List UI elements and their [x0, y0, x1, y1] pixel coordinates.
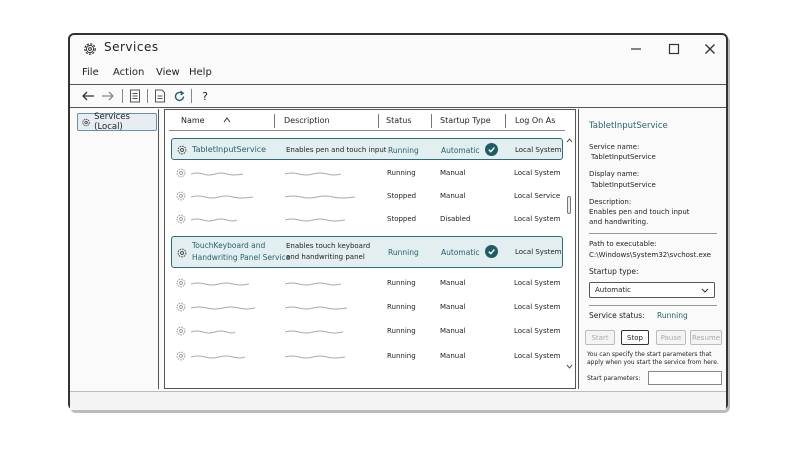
details-pane — [578, 109, 726, 389]
startup-type-label: Startup type: — [589, 267, 639, 276]
minimize-icon — [630, 43, 642, 55]
column-header-status[interactable]: Status — [386, 116, 412, 125]
gear-icon — [175, 325, 187, 337]
gear-icon — [82, 41, 98, 57]
gear-icon — [176, 247, 188, 259]
service-status: Running — [387, 327, 416, 335]
column-separator — [505, 114, 506, 128]
properties-button[interactable] — [127, 88, 143, 104]
service-status: Stopped — [387, 192, 417, 200]
description-label: Description: — [589, 198, 632, 206]
service-status: Running — [387, 352, 416, 360]
back-button[interactable] — [80, 88, 96, 104]
placeholder-name — [191, 306, 255, 310]
start-parameters-input[interactable] — [648, 371, 722, 385]
menu-view[interactable]: View — [156, 67, 180, 78]
refresh-icon — [173, 90, 186, 103]
table-row[interactable] — [171, 296, 563, 318]
gear-icon — [175, 213, 187, 225]
service-log-on-as: Local System — [514, 169, 561, 177]
description-line1: Enables pen and touch input — [589, 208, 690, 216]
scope-label: Services (Local) — [94, 112, 130, 132]
help-button[interactable]: ? — [202, 89, 208, 103]
start-parameters-label: Start parameters: — [587, 375, 641, 382]
details-divider — [589, 305, 717, 306]
back-arrow-icon — [81, 90, 95, 102]
menu-file[interactable]: File — [82, 67, 99, 78]
service-log-on-as: Local System — [514, 327, 561, 335]
pause-button[interactable]: Pause — [656, 330, 686, 345]
table-row[interactable] — [171, 320, 563, 342]
minimize-button[interactable] — [626, 39, 646, 59]
placeholder-name — [191, 218, 237, 222]
status-bar — [70, 392, 726, 410]
forward-arrow-icon — [101, 90, 115, 102]
service-status: Running — [387, 169, 416, 177]
service-startup-type: Manual — [440, 169, 466, 177]
column-separator — [431, 114, 432, 128]
placeholder-description — [285, 172, 341, 176]
table-row[interactable] — [171, 208, 563, 230]
scrollbar-thumb[interactable] — [567, 196, 571, 214]
header-divider — [169, 130, 565, 131]
service-status: Running — [387, 303, 416, 311]
placeholder-description — [285, 306, 347, 310]
toolbar-separator — [191, 89, 192, 103]
service-status-label: Service status: — [589, 311, 645, 320]
checkmark-icon — [485, 143, 498, 156]
service-log-on-as: Local System — [514, 303, 561, 311]
window-title: Services — [104, 40, 159, 54]
column-header-log-on-as[interactable]: Log On As — [515, 116, 556, 125]
column-separator — [378, 114, 379, 128]
placeholder-description — [285, 355, 345, 359]
service-name-line2: Handwriting Panel Service — [192, 253, 291, 262]
service-log-on-as: Local System — [515, 146, 562, 154]
description-line2: and handwriting. — [589, 218, 649, 226]
service-startup-type: Manual — [440, 352, 466, 360]
startup-type-value: Automatic — [595, 286, 631, 294]
toolbar-divider — [70, 107, 726, 108]
path-label: Path to executable: — [589, 240, 657, 248]
service-startup-type: Disabled — [440, 215, 471, 223]
service-startup-type: Manual — [440, 279, 466, 287]
vertical-scrollbar[interactable] — [565, 138, 573, 370]
placeholder-description — [285, 330, 343, 334]
gear-icon — [175, 167, 187, 179]
refresh-button[interactable] — [171, 88, 187, 104]
resume-button[interactable]: Resume — [690, 330, 722, 345]
service-status: Stopped — [387, 215, 417, 223]
menu-action[interactable]: Action — [113, 67, 145, 78]
export-list-icon — [154, 89, 166, 103]
scroll-up-icon — [566, 138, 573, 143]
service-status: Running — [387, 279, 416, 287]
service-description-line1: Enables touch keyboard — [286, 242, 371, 250]
toolbar-separator — [122, 89, 123, 103]
placeholder-name — [191, 195, 253, 199]
table-row[interactable] — [171, 345, 563, 367]
start-button[interactable]: Start — [585, 330, 615, 345]
close-icon — [704, 43, 716, 55]
startup-type-select[interactable] — [589, 282, 715, 298]
service-name-line1: TouchKeyboard and — [192, 241, 266, 250]
service-startup-type: Automatic — [441, 146, 480, 155]
services-window — [68, 33, 728, 410]
gear-icon — [81, 117, 91, 128]
placeholder-name — [191, 282, 249, 286]
service-log-on-as: Local System — [514, 352, 561, 360]
table-row[interactable] — [171, 138, 563, 160]
stop-button[interactable]: Stop — [621, 330, 649, 345]
export-button[interactable] — [152, 88, 168, 104]
column-header-description[interactable]: Description — [284, 116, 330, 125]
table-row[interactable] — [171, 272, 563, 294]
placeholder-description — [285, 282, 341, 286]
table-row[interactable] — [171, 236, 563, 268]
service-log-on-as: Local System — [514, 279, 561, 287]
maximize-button[interactable] — [664, 39, 684, 59]
menu-help[interactable]: Help — [189, 67, 212, 78]
forward-button[interactable] — [100, 88, 116, 104]
title-bar — [70, 35, 726, 63]
service-log-on-as: Local System — [514, 215, 561, 223]
scroll-down-icon — [566, 364, 573, 369]
document-icon — [129, 89, 141, 103]
gear-icon — [175, 350, 187, 362]
toolbar — [70, 85, 726, 107]
column-separator — [274, 114, 275, 128]
placeholder-name — [191, 355, 245, 359]
scope-services-local[interactable] — [77, 113, 157, 131]
close-button[interactable] — [700, 39, 720, 59]
service-status: Running — [388, 248, 419, 257]
gear-icon — [175, 190, 187, 202]
service-startup-type: Manual — [440, 303, 466, 311]
service-description-line2: and handwriting panel — [286, 253, 365, 261]
toolbar-separator — [147, 89, 148, 103]
service-status-value: Running — [657, 311, 688, 320]
hint-line2: apply when you start the service from here. — [587, 359, 719, 366]
service-name-value: TabletInputService — [591, 153, 656, 161]
gear-icon — [175, 301, 187, 313]
placeholder-description — [285, 195, 355, 199]
menu-bar — [70, 65, 726, 83]
hint-line1: You can specify the start parameters that — [587, 351, 712, 358]
placeholder-name — [191, 330, 235, 334]
table-row[interactable] — [171, 185, 563, 207]
column-header-name[interactable]: Name — [181, 116, 205, 125]
services-list — [164, 109, 576, 389]
table-row[interactable] — [171, 162, 563, 184]
service-log-on-as: Local System — [515, 248, 562, 256]
service-log-on-as: Local Service — [514, 192, 561, 200]
sort-ascending-icon — [223, 117, 231, 123]
placeholder-description — [285, 218, 345, 222]
scope-pane — [73, 109, 159, 389]
placeholder-name — [191, 172, 243, 176]
gear-icon — [176, 144, 188, 156]
checkmark-icon — [485, 245, 498, 258]
path-value: C:\Windows\System32\svchost.exe — [589, 251, 711, 259]
chevron-down-icon — [701, 287, 709, 294]
service-startup-type: Manual — [440, 327, 466, 335]
maximize-icon — [668, 43, 680, 55]
column-header-startup-type[interactable]: Startup Type — [440, 116, 491, 125]
service-description: Enables pen and touch input — [286, 146, 387, 154]
gear-icon — [175, 277, 187, 289]
service-name: TabletInputService — [192, 145, 267, 154]
display-name-value: TabletInputService — [591, 181, 656, 189]
service-name-label: Service name: — [589, 143, 640, 151]
details-divider — [589, 233, 717, 234]
service-startup-type: Automatic — [441, 248, 480, 257]
service-startup-type: Manual — [440, 192, 466, 200]
details-title: TabletInputService — [589, 121, 668, 131]
service-status: Running — [388, 146, 419, 155]
display-name-label: Display name: — [589, 170, 640, 178]
